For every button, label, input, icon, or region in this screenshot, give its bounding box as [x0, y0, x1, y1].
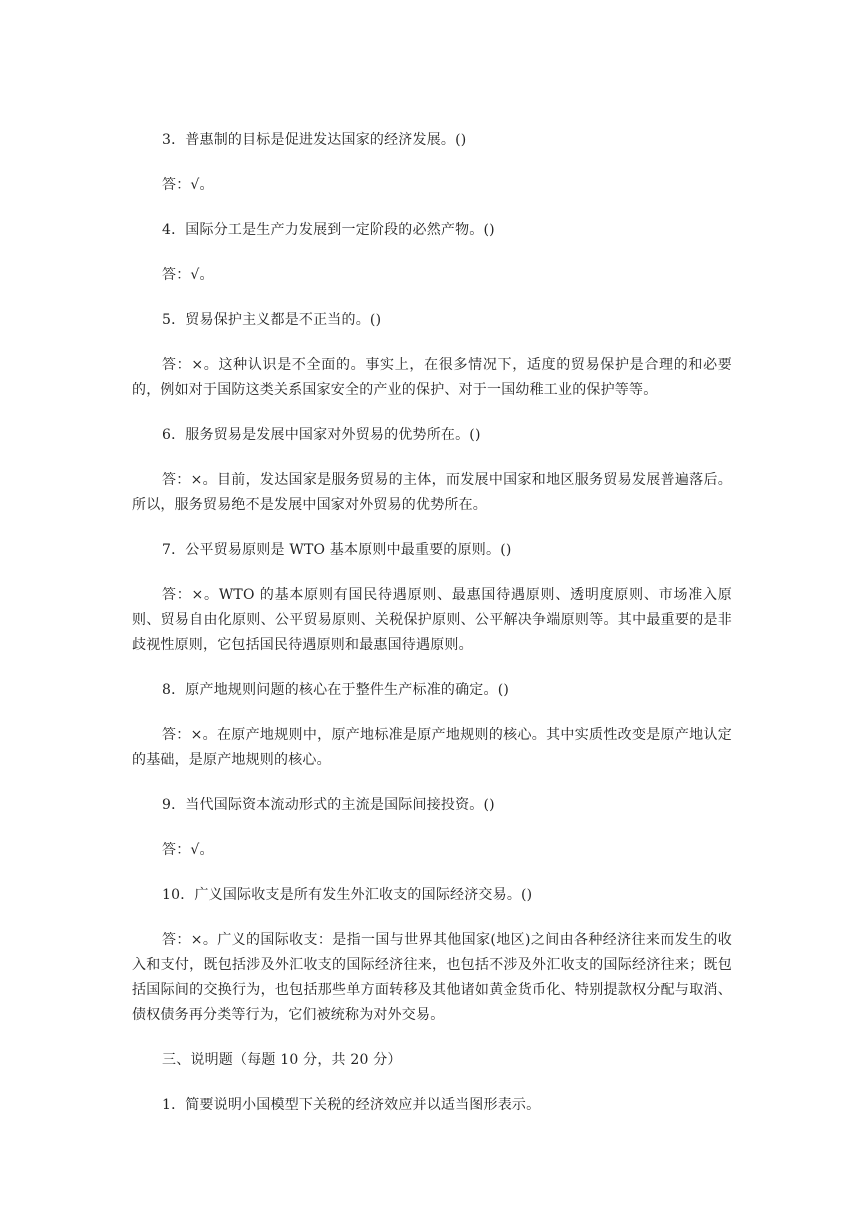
- explanation-question-1: 1．简要说明小国模型下关税的经济效应并以适当图形表示。: [162, 1097, 541, 1113]
- answer-9: 答：√。: [162, 842, 214, 858]
- answer-3: 答：√。: [162, 177, 214, 193]
- document-body: [132, 128, 732, 1138]
- answer-10: 答：×。广义的国际收支：是指一国与世界其他国家(地区)之间由各种经济往来而发生的收入和支付，既包括涉及外汇收支的国际经济往来，也包括不涉及外汇收支的国际经济往来；既包括国际间的交换行为，也包括那些单方面转移及其他诸如黄金货币化、特别提款权分配与取消、债权债务再分类等行为，它们被统称为对外交易。: [132, 932, 732, 1023]
- question-3: 3．普惠制的目标是促进发达国家的经济发展。(): [162, 132, 467, 148]
- question-5: 5．贸易保护主义都是不正当的。(): [162, 312, 382, 328]
- answer-4: 答：√。: [162, 267, 214, 283]
- question-10: 10．广义国际收支是所有发生外汇收支的国际经济交易。(): [162, 887, 533, 903]
- question-6: 6．服务贸易是发展中国家对外贸易的优势所在。(): [162, 427, 481, 443]
- question-8: 8．原产地规则问题的核心在于整件生产标准的确定。(): [162, 682, 510, 698]
- answer-6: 答：×。目前，发达国家是服务贸易的主体，而发展中国家和地区服务贸易发展普遍落后。所以，服务贸易绝不是发展中国家对外贸易的优势所在。: [132, 472, 732, 513]
- question-4: 4．国际分工是生产力发展到一定阶段的必然产物。(): [162, 222, 495, 238]
- question-7: 7．公平贸易原则是 WTO 基本原则中最重要的原则。(): [162, 542, 512, 558]
- answer-7: 答：×。WTO 的基本原则有国民待遇原则、最惠国待遇原则、透明度原则、市场准入原则、贸易自由化原则、公平贸易原则、关税保护原则、公平解决争端原则等。其中最重要的是非歧视性原则，它包括国民待遇原则和最惠国待遇原则。: [132, 587, 732, 653]
- question-9: 9．当代国际资本流动形式的主流是国际间接投资。(): [162, 797, 495, 813]
- section-heading: 三、说明题（每题 10 分，共 20 分）: [162, 1052, 402, 1068]
- answer-5: 答：×。这种认识是不全面的。事实上，在很多情况下，适度的贸易保护是合理的和必要的，例如对于国防这类关系国家安全的产业的保护、对于一国幼稚工业的保护等等。: [132, 357, 732, 398]
- answer-8: 答：×。在原产地规则中，原产地标准是原产地规则的核心。其中实质性改变是原产地认定的基础，是原产地规则的核心。: [132, 727, 732, 768]
